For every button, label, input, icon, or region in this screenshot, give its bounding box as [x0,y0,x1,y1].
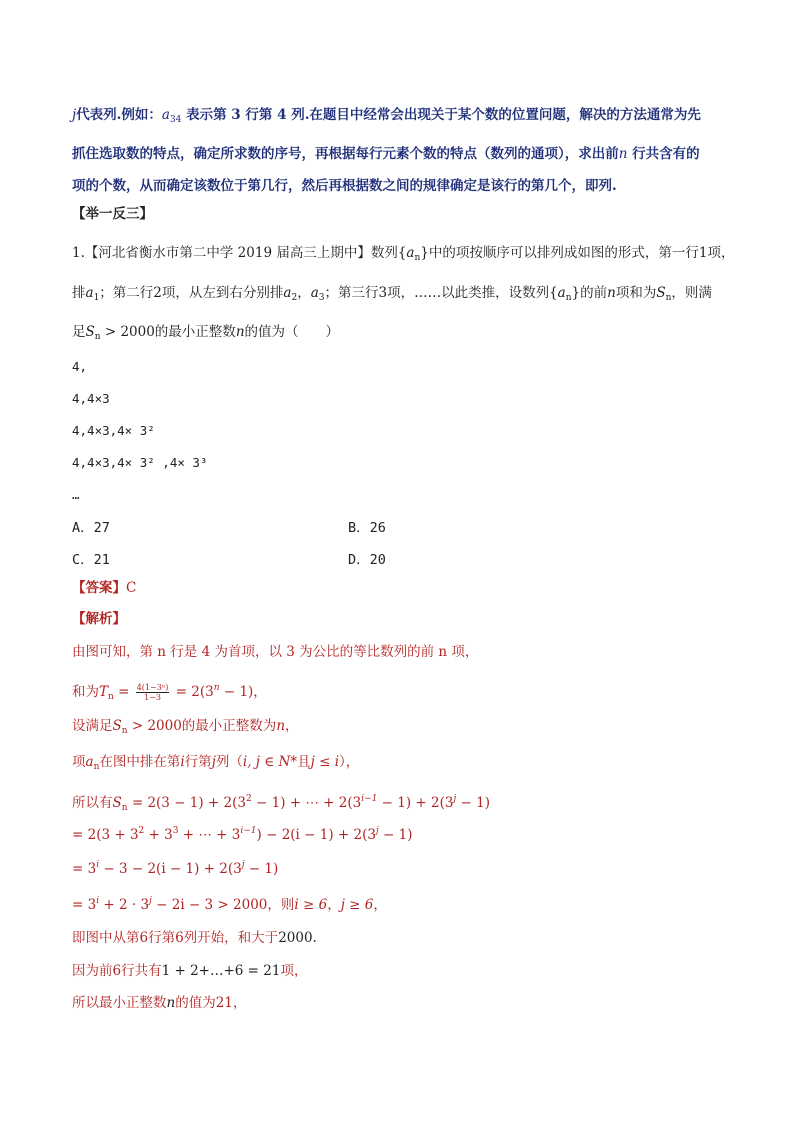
analysis-line-8: = $3^i + 2 \cdot 3^j - 2i - 3 > 2000$，则i ≥ 6，j ≥ 6， [72,896,387,913]
analysis-label: 【解析】 [72,611,126,627]
intro-line-3: 项的个数，从而确定该数位于第几行，然后再根据数之间的规律确定是该行的第几个，即列. [72,178,617,194]
pattern-row-2: 4,4×3 [72,391,110,406]
analysis-line-10: 因为前6行共有1 + 2+…+6 = 21项， [72,963,308,979]
option-d: D．20 [348,552,386,568]
analysis-line-4: 项$a_n$在图中排在第i行第j列（i, j ∈ N*且j ≤ i）， [72,754,360,772]
section-title: 【举一反三】 [72,206,153,222]
problem-line-2: 排$a_1$；第二行2项，从左到右分别排$a_2$，$a_3$；第三行3项，……以此类推，设数列$\{a_n\}$的前n项和为$S_n$，则满 [72,285,712,303]
analysis-line-2: 和为$T_n$ = $\frac{\text{4(1−3ⁿ)}}{1-3}$ = $2(3^n - 1)$， [72,683,267,702]
analysis-line-7: = $3^i - 3 - 2(i - 1) + 2(3^j - 1)$ [72,860,279,877]
option-b: B．26 [348,520,386,536]
intro-line-2: 抓住选取数的特点，确定所求数的序号，再根据每行元素个数的特点（数列的通项），求出前n 行共含有的 [72,146,700,162]
fraction: $\frac{\text{4(1−3ⁿ)}}{1-3}$ [136,683,169,702]
option-c: C．21 [72,552,110,568]
pattern-row-1: 4, [72,359,88,374]
problem-line-3: 足$S_n > 2000$的最小正整数n的值为（ ） [72,324,340,342]
analysis-line-5: 所以有$S_n = 2(3 - 1) + 2(3^2 - 1)$ + ⋯ + $2(3^{i-1} - 1) + 2(3^j - 1)$ [72,794,490,813]
intro-line-1: j代表列.例如：$a_{34}$ 表示第 3 行第 4 列.在题目中经常会出现关于某个数的位置问题，解决的方法通常为先 [72,107,701,125]
answer-line [72,579,136,597]
analysis-line-3: 设满足$S_n > 2000$的最小正整数为n， [72,718,299,736]
answer-label: 【答案】 [72,580,126,596]
analysis-line-11: 所以最小正整数n的值为21， [72,995,247,1011]
answer-value: C [126,580,137,596]
option-a: A．27 [72,520,110,536]
problem-line-1: 1.【河北省衡水市第二中学 2019 届高三上期中】数列$\{a_n\}$中的项按顺序可以排列成如图的形式，第一行1项， [72,245,735,263]
pattern-row-3: 4,4×3,4× 3² [72,423,155,438]
pattern-row-4: 4,4×3,4× 3² ,4× 3³ [72,455,208,470]
pattern-row-5: … [72,487,80,502]
analysis-line-9: 即图中从第6行第6列开始，和大于2000. [72,930,317,946]
analysis-line-6: = $2(3 + 3^2 + 3^3$ + ⋯ + $3^{i-1}) - 2(i - 1) + 2(3^j - 1)$ [72,826,413,843]
analysis-line-1: 由图可知，第 n 行是 4 为首项，以 3 为公比的等比数列的前 n 项， [72,644,479,660]
